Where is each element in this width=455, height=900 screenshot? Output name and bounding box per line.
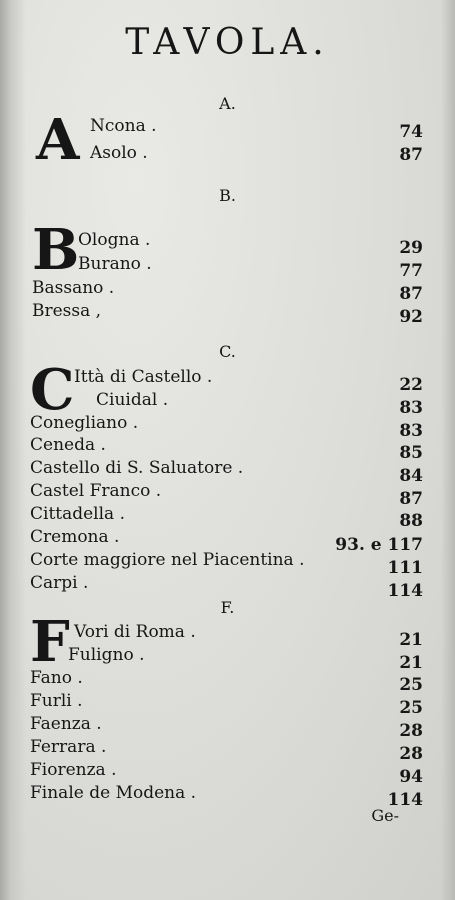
entry-name: Burano . xyxy=(78,254,152,274)
entry-page: 25 xyxy=(399,675,423,695)
entry-name: Castel Franco . xyxy=(30,481,162,501)
entry-name: Fano . xyxy=(30,668,83,688)
entry-name: Ferrara . xyxy=(30,737,107,757)
entry-name: Bassano . xyxy=(32,278,115,298)
entry-name: Bressa , xyxy=(32,301,102,321)
entry-name: Finale de Modena . xyxy=(30,783,197,803)
entry-name: Furli . xyxy=(30,691,83,711)
entry-page: 77 xyxy=(399,261,423,281)
entry-name: Faenza . xyxy=(30,714,102,734)
entry-page: 83 xyxy=(399,398,423,418)
section-letter-c: C. xyxy=(219,342,236,361)
initial-b: B xyxy=(32,217,80,283)
section-letter-b: B. xyxy=(219,186,236,205)
entry-page: 28 xyxy=(399,721,423,741)
initial-a: A xyxy=(36,107,80,173)
initial-f: F xyxy=(30,609,70,675)
entry-page: 29 xyxy=(399,238,423,258)
entry-name: Asolo . xyxy=(90,143,148,163)
entry-page: 87 xyxy=(399,145,423,165)
entry-page: 87 xyxy=(399,489,423,509)
entry-page: 114 xyxy=(387,581,423,601)
entry-page: 93. e 117 xyxy=(335,535,423,555)
entry-page: 28 xyxy=(399,744,423,764)
entry-name: Ncona . xyxy=(90,116,157,136)
initial-c: C xyxy=(30,357,75,423)
entry-name: Castello di S. Saluatore . xyxy=(30,458,244,478)
entry-page: 22 xyxy=(399,375,423,395)
entry-page: 88 xyxy=(399,511,423,531)
entry-page: 74 xyxy=(399,122,423,142)
entry-page: 94 xyxy=(399,767,423,787)
entry-name: Ciuidal . xyxy=(96,390,169,410)
entry-name: Fuligno . xyxy=(68,645,145,665)
entry-page: 25 xyxy=(399,698,423,718)
entry-page: 111 xyxy=(387,558,423,578)
entry-page: 87 xyxy=(399,284,423,304)
section-letter-f: F. xyxy=(220,598,235,617)
entry-name: Cittadella . xyxy=(30,504,126,524)
entry-page: 92 xyxy=(399,307,423,327)
catchword: Ge- xyxy=(371,806,399,825)
entry-page: 114 xyxy=(387,790,423,810)
entry-name: Conegliano . xyxy=(30,413,139,433)
entry-name: Ceneda . xyxy=(30,435,106,455)
entry-page: 83 xyxy=(399,421,423,441)
entry-page: 85 xyxy=(399,443,423,463)
entry-name: Carpi . xyxy=(30,573,89,593)
page-title: TAVOLA. xyxy=(125,22,330,63)
entry-name: Cremona . xyxy=(30,527,120,547)
entry-page: 21 xyxy=(399,653,423,673)
entry-name: Corte maggiore nel Piacentina . xyxy=(30,550,305,570)
entry-name: Ologna . xyxy=(78,230,151,250)
entry-page: 21 xyxy=(399,630,423,650)
section-letter-a: A. xyxy=(219,94,236,113)
entry-name: Vori di Roma . xyxy=(74,622,196,642)
entry-name: Fiorenza . xyxy=(30,760,117,780)
entry-page: 84 xyxy=(399,466,423,486)
entry-name: Ittà di Castello . xyxy=(74,367,213,387)
